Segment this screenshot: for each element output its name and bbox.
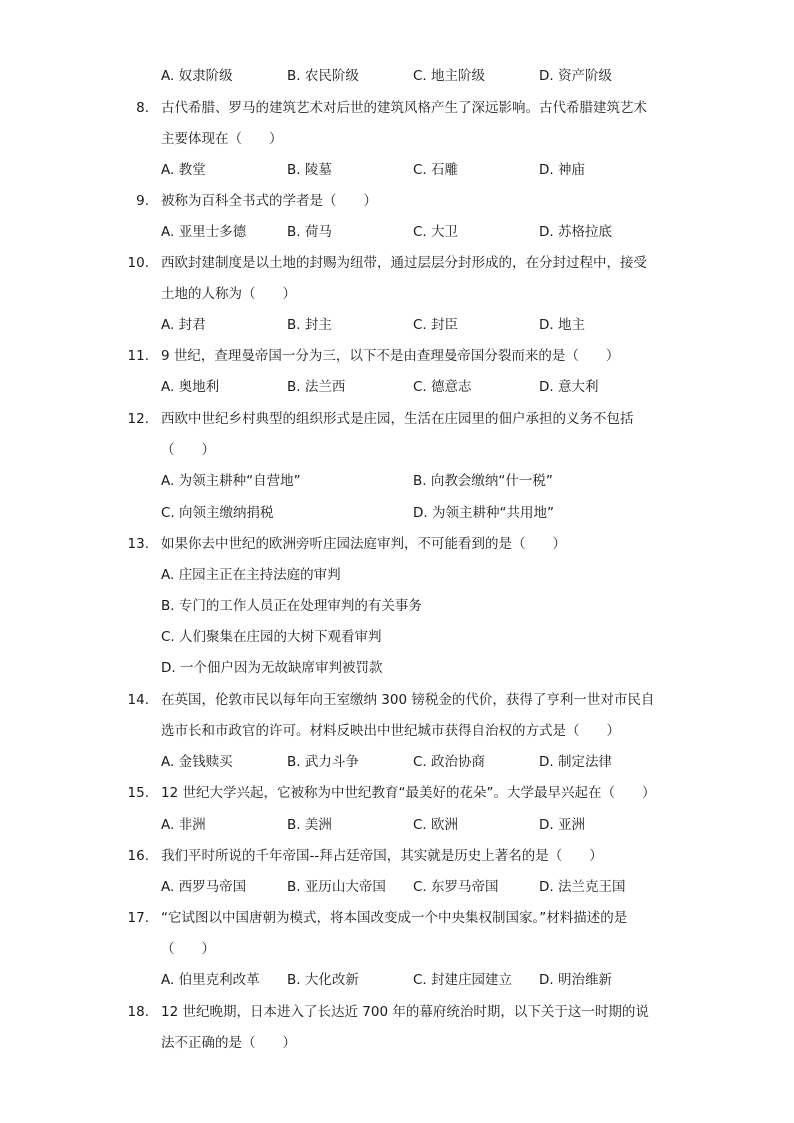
question-text-line-2: （ ） (161, 941, 215, 957)
option-a: A. 教堂 (161, 162, 206, 178)
option-a: A. 奴隶阶级 (161, 68, 233, 84)
question-number: 8. (136, 100, 149, 116)
option-c: C. 封建庄园建立 (413, 972, 513, 988)
option-d: D. 地主 (539, 317, 585, 333)
option-d: D. 资产阶级 (539, 68, 612, 84)
question-text-line-1: 12 世纪晚期，日本进入了长达近 700 年的幕府统治时期，以下关于这一时期的说 (161, 1004, 649, 1020)
option-b: B. 大化改新 (287, 972, 359, 988)
option-c: C. 人们聚集在庄园的大树下观看审判 (161, 629, 382, 645)
option-b: B. 向教会缴纳“什一税” (413, 473, 553, 489)
option-b: B. 武力斗争 (287, 754, 359, 770)
question-number: 10. (127, 255, 149, 271)
question-number: 16. (127, 848, 149, 864)
question-number: 15. (127, 785, 149, 801)
option-a: A. 封君 (161, 317, 206, 333)
option-b: B. 陵墓 (287, 162, 332, 178)
option-b: B. 农民阶级 (287, 68, 359, 84)
option-c: C. 德意志 (413, 379, 472, 395)
question-text-line-1: 我们平时所说的千年帝国--拜占廷帝国，其实就是历史上著名的是（ ） (161, 848, 603, 864)
question-text-line-2: 主要体现在（ ） (161, 131, 283, 147)
question-text-line-2: 选市长和市政官的许可。材料反映出中世纪城市获得自治权的方式是（ ） (161, 723, 620, 739)
option-c: C. 欧洲 (413, 817, 459, 833)
question-number: 9. (136, 193, 149, 209)
option-b: B. 封主 (287, 317, 332, 333)
question-number: 17. (127, 910, 149, 926)
question-text-line-1: 9 世纪，查理曼帝国一分为三，以下不是由查理曼帝国分裂而来的是（ ） (161, 348, 620, 364)
option-d: D. 法兰克王国 (539, 879, 626, 895)
option-a: A. 庄园主正在主持法庭的审判 (161, 567, 341, 583)
option-c: C. 东罗马帝国 (413, 879, 499, 895)
option-a: A. 伯里克利改革 (161, 972, 260, 988)
option-a: A. 奥地利 (161, 379, 220, 395)
question-text-line-2: 法不正确的是（ ） (161, 1035, 296, 1051)
option-c: C. 政治协商 (413, 754, 486, 770)
question-text-line-1: “它试图以中国唐朝为模式，将本国改变成一个中央集权制国家。”材料描述的是 (161, 910, 628, 926)
option-c: C. 地主阶级 (413, 68, 486, 84)
option-c: C. 石雕 (413, 162, 459, 178)
question-number: 14. (127, 692, 149, 708)
option-d: D. 意大利 (539, 379, 599, 395)
option-a: A. 非洲 (161, 817, 206, 833)
question-number: 12. (127, 411, 149, 427)
question-text-line-1: 古代希腊、罗马的建筑艺术对后世的建筑风格产生了深远影响。古代希腊建筑艺术 (161, 100, 647, 116)
question-text-line-2: 土地的人称为（ ） (161, 286, 296, 302)
option-d: D. 为领主耕种“共用地” (413, 505, 554, 521)
question-text-line-1: 西欧中世纪乡村典型的组织形式是庄园，生活在庄园里的佃户承担的义务不包括 (161, 411, 634, 427)
question-number: 18. (127, 1004, 149, 1020)
option-a: A. 为领主耕种“自营地” (161, 473, 301, 489)
option-a: A. 亚里士多德 (161, 224, 247, 240)
option-b: B. 美洲 (287, 817, 332, 833)
question-text-line-1: 西欧封建制度是以土地的封赐为纽带，通过层层分封形成的，在分封过程中，接受 (161, 255, 647, 271)
option-b: B. 法兰西 (287, 379, 346, 395)
option-a: A. 金钱赎买 (161, 754, 233, 770)
option-c: C. 大卫 (413, 224, 459, 240)
question-number: 11. (127, 348, 149, 364)
option-d: D. 一个佃户因为无故缺席审判被罚款 (161, 660, 383, 676)
option-d: D. 神庙 (539, 162, 585, 178)
question-text-line-1: 如果你去中世纪的欧洲旁听庄园法庭审判，不可能看到的是（ ） (161, 536, 566, 552)
option-d: D. 制定法律 (539, 754, 612, 770)
option-b: B. 亚历山大帝国 (287, 879, 386, 895)
option-d: D. 明治维新 (539, 972, 612, 988)
question-text-line-1: 被称为百科全书式的学者是（ ） (161, 193, 377, 209)
option-b: B. 专门的工作人员正在处理审判的有关事务 (161, 598, 422, 614)
question-number: 13. (127, 536, 149, 552)
option-b: B. 荷马 (287, 224, 332, 240)
question-text-line-1: 在英国，伦敦市民以每年向王室缴纳 300 镑税金的代价，获得了亨利一世对市民自 (161, 692, 655, 708)
option-c: C. 向领主缴纳捐税 (161, 505, 274, 521)
question-text-line-2: （ ） (161, 442, 215, 458)
option-d: D. 苏格拉底 (539, 224, 612, 240)
question-text-line-1: 12 世纪大学兴起，它被称为中世纪教育“最美好的花朵”。大学最早兴起在（ ） (161, 785, 656, 801)
option-a: A. 西罗马帝国 (161, 879, 247, 895)
option-c: C. 封臣 (413, 317, 459, 333)
option-d: D. 亚洲 (539, 817, 585, 833)
